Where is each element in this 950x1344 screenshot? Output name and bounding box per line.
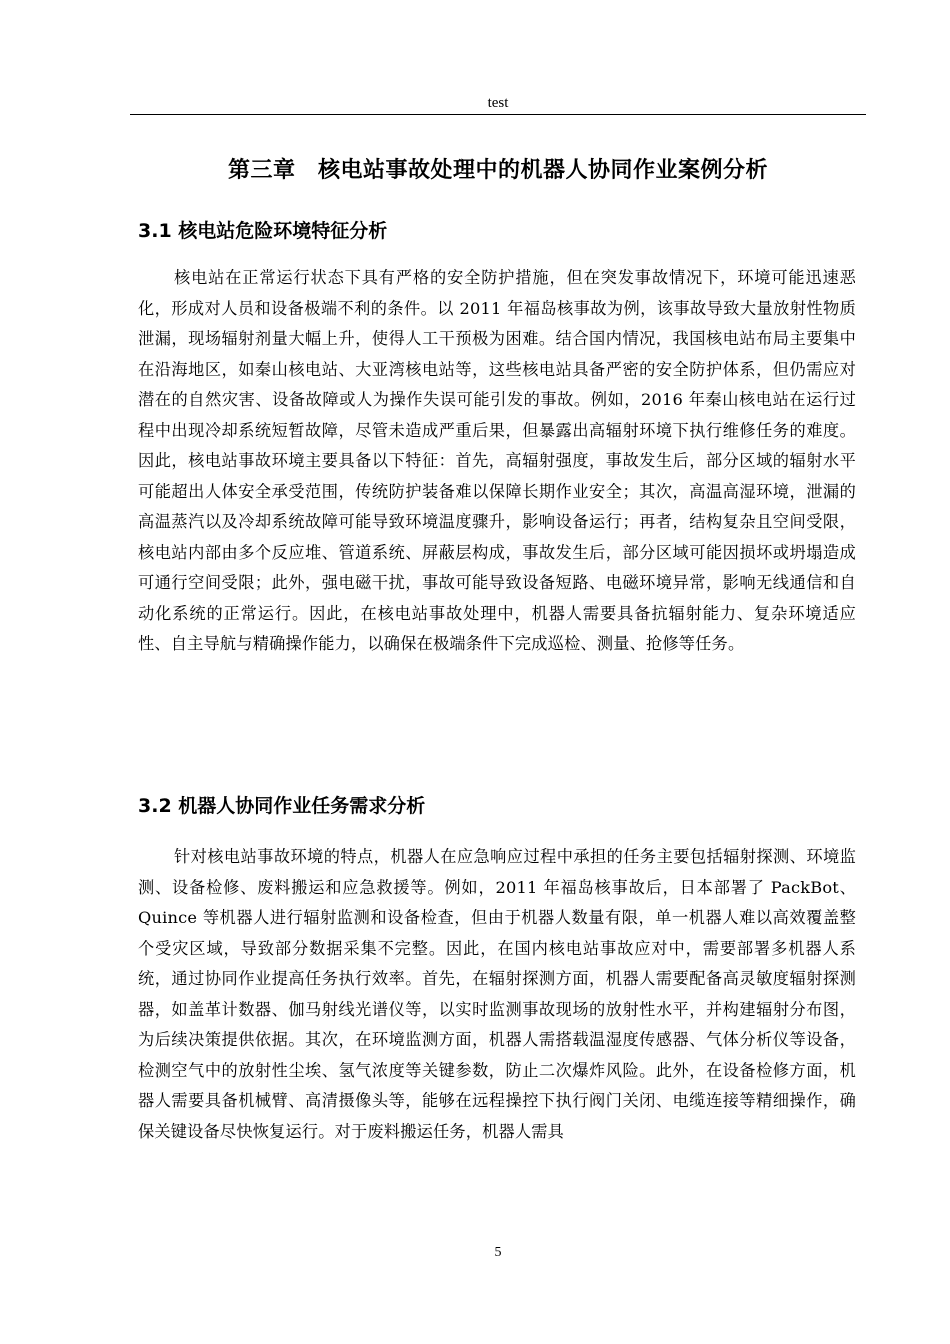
chapter-title: 第三章 核电站事故处理中的机器人协同作业案例分析 bbox=[227, 158, 768, 183]
section-heading-3-1: 3.1 核电站危险环境特征分析 bbox=[138, 220, 388, 242]
section-heading-3-2: 3.2 机器人协同作业任务需求分析 bbox=[138, 795, 426, 817]
section-3-1-paragraph: 核电站在正常运行状态下具有严格的安全防护措施，但在突发事故情况下，环境可能迅速恶化，形成对人员和设备极端不利的条件。以 2011 年福岛核事故为例，该事故导致大量放射性物质泄漏，现场辐射剂量大幅上升，使得人工干预极为困难。结合国内情况，我国核电站布局主要集中在沿海地区，如秦山核电站、大亚湾核电站等，这些核电站具备严密的安全防护体系，但仍需应对潜在的自然灾害、设备故障或人为操作失误可能引发的事故。例如，2016 年秦山核电站在运行过程中出现冷却系统短暂故障，尽管未造成严重后果，但暴露出高辐射环境下执行维修任务的难度。因此，核电站事故环境主要具备以下特征：首先，高辐射强度，事故发生后，部分区域的辐射水平可能超出人体安全承受范围，传统防护装备难以保障长期作业安全；其次，高温高湿环境，泄漏的高温蒸汽以及冷却系统故障可能导致环境温度骤升，影响设备运行；再者，结构复杂且空间受限，核电站内部由多个反应堆、管道系统、屏蔽层构成，事故发生后，部分区域可能因损坏或坍塌造成可通行空间受限；此外，强电磁干扰，事故可能导致设备短路、电磁环境异常，影响无线通信和自动化系统的正常运行。因此，在核电站事故处理中，机器人需要具备抗辐射能力、复杂环境适应性、自主导航与精确操作能力，以确保在极端条件下完成巡检、测量、抢修等任务。 bbox=[138, 268, 856, 653]
section-3-2-paragraph: 针对核电站事故环境的特点，机器人在应急响应过程中承担的任务主要包括辐射探测、环境监测、设备检修、废料搬运和应急救援等。例如，2011 年福岛核事故后，日本部署了 PackBot、Quince 等机器人进行辐射监测和设备检查，但由于机器人数量有限，单一机器人难以高效覆盖整个受灾区域，导致部分数据采集不完整。因此，在国内核电站事故应对中，需要部署多机器人系统，通过协同作业提高任务执行效率。首先，在辐射探测方面，机器人需要配备高灵敏度辐射探测器，如盖革计数器、伽马射线光谱仪等，以实时监测事故现场的放射性水平，并构建辐射分布图，为后续决策提供依据。其次，在环境监测方面，机器人需搭载温湿度传感器、气体分析仪等设备，检测空气中的放射性尘埃、氢气浓度等关键参数，防止二次爆炸风险。此外，在设备检修方面，机器人需要具备机械臂、高清摄像头等，能够在远程操控下执行阀门关闭、电缆连接等精细操作，确保关键设备尽快恢复运行。对于废料搬运任务，机器人需具 bbox=[138, 847, 856, 1141]
running-header: test bbox=[487, 95, 509, 111]
page-number: 5 bbox=[494, 1245, 502, 1260]
header-divider bbox=[130, 114, 866, 115]
